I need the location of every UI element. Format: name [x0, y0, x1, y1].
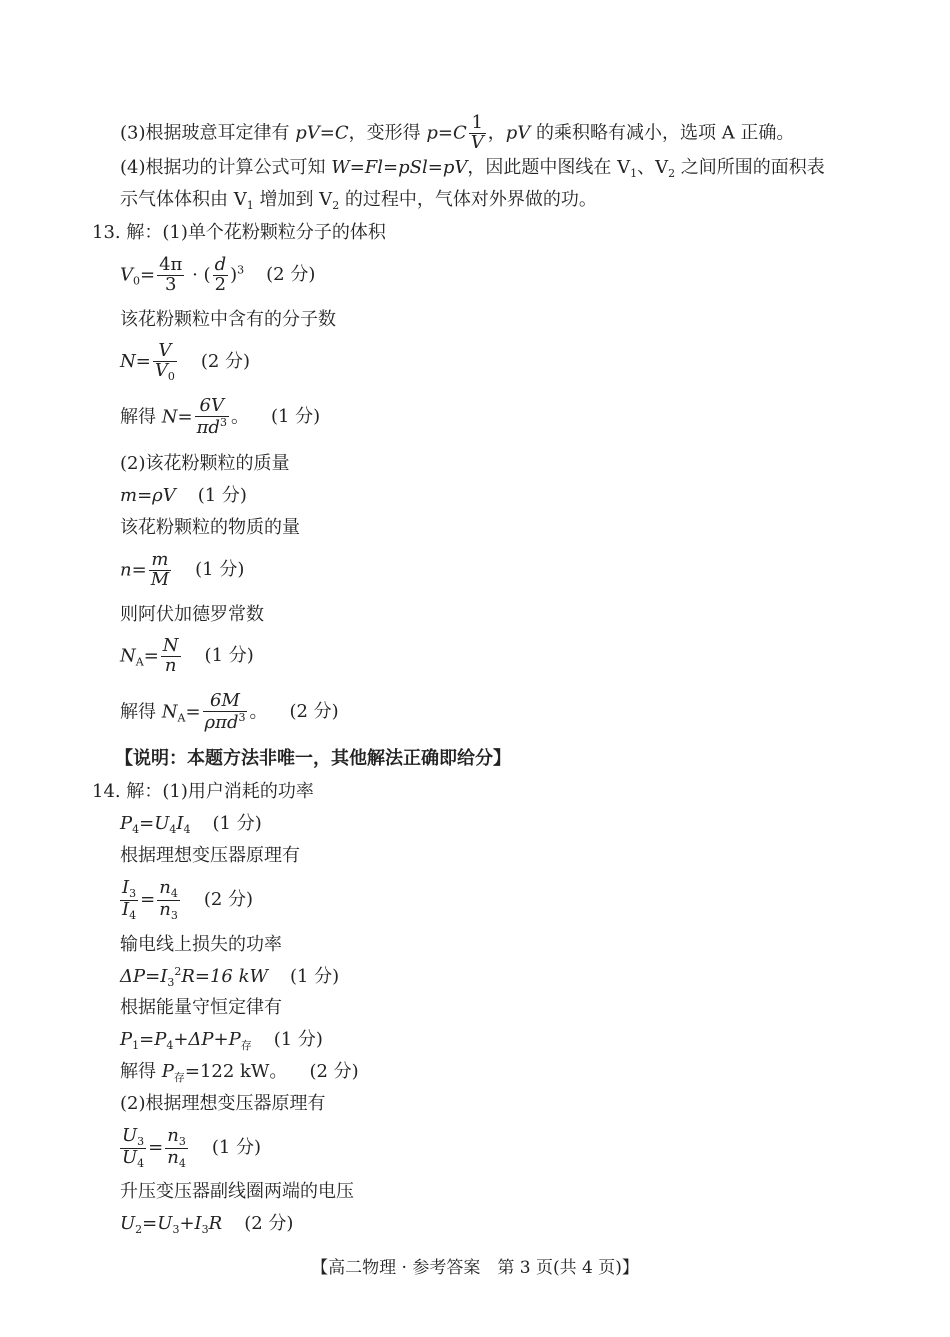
q14-eq-voltage-ratio: $\frac{U_3}{U_4}$ = $\frac{n_3}{n_4}$ (1 分)	[122, 1125, 262, 1170]
q13-eq-mass: m=ρV (1 分)	[120, 485, 247, 506]
q12-part4-line1: (4)根据功的计算公式可知 W=Fl=pSl=pV，因此题中图线在 $V_1$、$V_2$ 之间所围的面积表	[120, 157, 825, 180]
score: (2 分)	[244, 1213, 294, 1234]
score: (2 分)	[200, 351, 251, 373]
score: (2 分)	[289, 701, 339, 723]
q13-heading: 13. 解：(1)单个花粉颗粒分子的体积	[92, 222, 386, 243]
score: (1 分)	[195, 559, 245, 581]
score: (1 分)	[197, 485, 247, 506]
q14-text-energy: 根据能量守恒定律有	[120, 997, 282, 1018]
q13-text-molecule-count: 该花粉颗粒中含有的分子数	[120, 309, 336, 330]
q14-heading: 14. 解：(1)用户消耗的功率	[92, 781, 314, 802]
score: (1 分)	[212, 813, 262, 834]
q13-part2-heading: (2)该花粉颗粒的质量	[120, 453, 290, 474]
score: (2 分)	[203, 889, 254, 911]
q13-text-avogadro: 则阿伏加德罗常数	[120, 604, 264, 625]
score: (2 分)	[309, 1061, 359, 1082]
score: (2 分)	[266, 264, 316, 286]
q13-eq-n: N= $\frac{V}{V_0}$ (2 分)	[120, 340, 251, 383]
page-footer: 【高二物理 · 参考答案 第 3 页(共 4 页)】	[311, 1258, 639, 1278]
score: (1 分)	[204, 645, 254, 667]
q13-eq-v0: $V_0=$ $\frac{4\pi}{3}$ · ( $\frac{d}{2}$ )$^3$ (2 分)	[120, 254, 316, 295]
score: (1 分)	[211, 1137, 262, 1159]
q14-eq-u2: $U_2=U_3+I_3R$ (2 分)	[120, 1213, 294, 1236]
q13-eq-na: $N_A=$ $\frac{N}{n}$ (1 分)	[120, 635, 254, 676]
q14-text-line-loss: 输电线上损失的功率	[120, 934, 282, 955]
q14-eq-p4: $P_4=U_4I_4$ (1 分)	[120, 813, 262, 836]
q14-eq-p-stored: 解得 $P_存=122$ kW。 (2 分)	[120, 1061, 359, 1084]
score: (1 分)	[289, 966, 340, 987]
q13-eq-na-result: 解得 $N_A=$ $\frac{6M}{\rho\pi d^3}$ 。 (2 分)	[120, 690, 339, 733]
q12-part4-line2: 示气体体积由 $V_1$ 增加到 $V_2$ 的过程中，气体对外界做的功。	[120, 189, 597, 212]
q14-text-transformer: 根据理想变压器原理有	[120, 845, 300, 866]
score: (1 分)	[273, 1029, 323, 1050]
q14-eq-current-ratio: $\frac{I_3}{I_4}$ = $\frac{n_4}{n_3}$ (2 分)	[122, 877, 254, 922]
q14-eq-delta-p: $\Delta P=I_3^2R=16$ kW (1 分)	[120, 965, 340, 989]
fraction-1-over-v: $\frac{1}{V}$	[470, 112, 484, 153]
q14-part2-heading: (2)根据理想变压器原理有	[120, 1093, 326, 1114]
q13-text-amount: 该花粉颗粒的物质的量	[120, 517, 300, 538]
q13-note: 【说明：本题方法非唯一，其他解法正确即给分】	[115, 748, 511, 769]
q14-eq-p1: $P_1=P_4+\Delta P+P_存$ (1 分)	[120, 1029, 323, 1052]
q12-part3: (3)根据玻意耳定律有 pV=C，变形得 p=C $\frac{1}{V}$ ，pV 的乘积略有减小，选项 A 正确。	[120, 112, 795, 153]
q14-text-secondary-voltage: 升压变压器副线圈两端的电压	[120, 1181, 354, 1202]
score: (1 分)	[270, 406, 321, 428]
q13-eq-moles: n= $\frac{m}{M}$ (1 分)	[120, 549, 245, 590]
q13-eq-n-result: 解得 N= $\frac{6V}{\pi d^3}$ 。 (1 分)	[120, 395, 321, 438]
